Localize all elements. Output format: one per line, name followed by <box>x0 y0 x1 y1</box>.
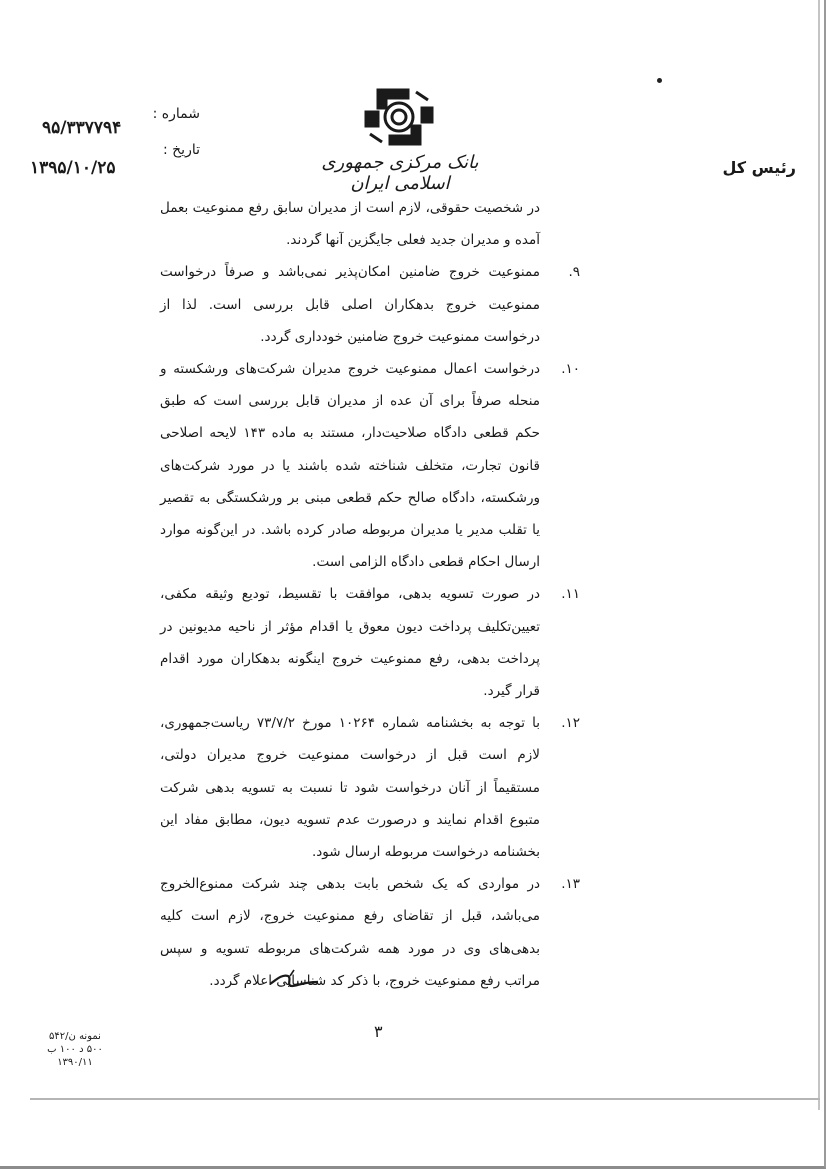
form-code <box>40 1030 110 1069</box>
president-title: رئیس کل <box>722 158 796 177</box>
letter-meta <box>30 100 200 190</box>
item-text: در صورت تسویه بدهی، موافقت با تقسیط، تودیع وثیقه مکفی، تعیین‌تکلیف پرداخت دیون معوق یا اقدام مؤثر از ناحیه مدیونین در پرداخت بدهی، رفع ممنوعیت خروج اینگونه بدهکاران مورد اقدام قرار گیرد. <box>160 586 540 700</box>
list-item <box>160 256 580 353</box>
date-label: تاریخ : <box>162 142 200 158</box>
item-number: ۱۰. <box>561 361 580 378</box>
item-number: ۹. <box>568 264 580 281</box>
number-label: شماره : <box>152 106 200 122</box>
intro-paragraph: در شخصیت حقوقی، لازم است از مدیران سابق رفع ممنوعیت بعمل آمده و مدیران جدید فعلی جایگزین آنها گردند. <box>160 200 540 249</box>
list-item <box>160 707 580 868</box>
scan-edge-bottom <box>30 1098 820 1106</box>
page-number: ۳ <box>374 1022 383 1041</box>
item-text: درخواست اعمال ممنوعیت خروج مدیران شرکت‌های ورشکسته و منحله صرفاً برای آن عده از مدیران قابل بررسی است که طبق حکم قطعی دادگاه صلاحیت‌دار، مستند به ماده ۱۴۳ لایحه اصلاحی قانون تجارت، متخلف شناخته شده باشند یا در مورد شرکت‌های ورشکسته، دادگاه صالح حکم قطعی مبنی بر ورشکستگی به تقصیر یا تقلب مدیر یا مدیران مربوطه صادر کرده باشد. در این‌گونه موارد ارسال احکام قطعی دادگاه الزامی است. <box>160 361 540 571</box>
list-item <box>160 578 580 707</box>
central-bank-emblem-icon <box>356 82 442 152</box>
item-text: ممنوعیت خروج ضامنین امکان‌پذیر نمی‌باشد و صرفاً درخواست ممنوعیت خروج بدهکاران اصلی قابل بررسی است. لذا از درخواست ممنوعیت خروج ضامنین خودداری گردد. <box>160 264 540 345</box>
item-number: ۱۲. <box>561 715 580 732</box>
list-item <box>160 353 580 578</box>
scan-edge-right <box>818 0 826 1110</box>
form-code-line: ۱۳۹۰/۱۱ <box>57 1057 93 1068</box>
list-item <box>160 868 580 997</box>
letter-date: ۱۳۹۵/۱۰/۲۵ <box>30 158 116 178</box>
letter-body <box>160 192 580 997</box>
form-code-line: نمونه ن/۵۴۲ <box>49 1031 101 1042</box>
letter-number: ۹۵/۳۳۷۷۹۴ <box>42 118 122 138</box>
item-number: ۱۱. <box>561 586 580 603</box>
item-number: ۱۳. <box>561 876 580 893</box>
form-code-line: ۵۰۰ د ۱۰۰ ب <box>47 1044 103 1055</box>
scan-dot <box>657 78 662 83</box>
item-text: با توجه به بخشنامه شماره ۱۰۲۶۴ مورخ ۷۳/۷/۲ ریاست‌جمهوری، لازم است قبل از درخواست ممنوعیت خروج مدیران دولتی، مستقیماً از آنان درخواست شود تا نسبت به تسویه بدهی شرکت متبوع اقدام نمایند و درصورت عدم تسویه دیون، مطابق مفاد این بخشنامه درخواست مربوطه ارسال شود. <box>160 715 540 861</box>
item-text: در مواردی که یک شخص بابت بدهی چند شرکت ممنوع‌الخروج می‌باشد، قبل از تقاضای رفع ممنوعیت خروج، لازم است کلیه بدهی‌های وی در مورد همه شرکت‌های مربوطه تسویه و سپس مراتب رفع ممنوعیت خروج، با ذکر کد شناسایی اعلام گردد. <box>160 876 540 989</box>
signature-mark <box>268 968 320 994</box>
bank-name: بانک مرکزی جمهوری اسلامی ایران <box>321 152 479 194</box>
